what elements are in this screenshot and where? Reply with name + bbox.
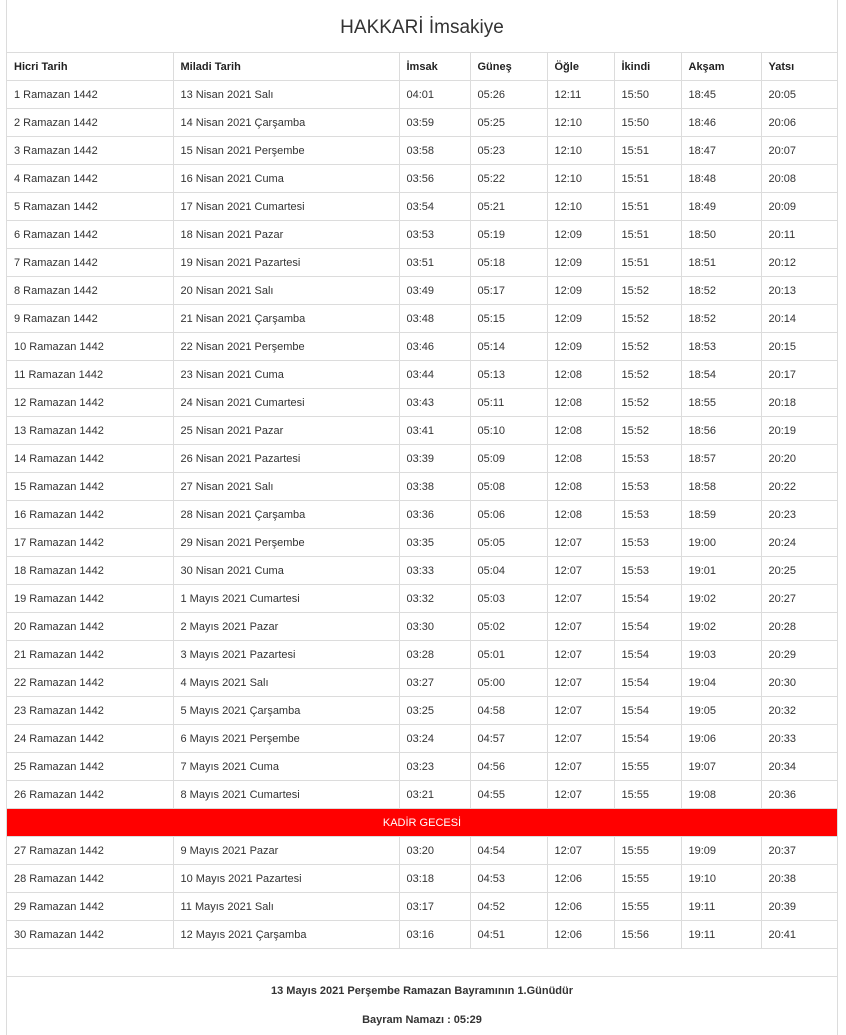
table-cell: 04:54 [470, 837, 547, 865]
table-row [7, 389, 837, 417]
table-cell: 05:23 [470, 137, 547, 165]
table-cell: 15:51 [614, 221, 681, 249]
table-cell: 05:03 [470, 585, 547, 613]
table-cell: 03:20 [399, 837, 470, 865]
table-cell: 15:55 [614, 865, 681, 893]
table-cell: 20:09 [761, 193, 837, 221]
table-cell: 20:25 [761, 557, 837, 585]
table-cell: 03:28 [399, 641, 470, 669]
table-cell: 5 Mayıs 2021 Çarşamba [173, 697, 399, 725]
table-cell: 30 Nisan 2021 Cuma [173, 557, 399, 585]
table-cell: 15:51 [614, 165, 681, 193]
table-cell: 20:15 [761, 333, 837, 361]
table-cell: 10 Mayıs 2021 Pazartesi [173, 865, 399, 893]
column-header-aksam: Akşam [681, 53, 761, 81]
table-cell: 20:27 [761, 585, 837, 613]
table-cell: 12:10 [547, 137, 614, 165]
table-cell: 12:07 [547, 641, 614, 669]
table-cell: 03:25 [399, 697, 470, 725]
table-cell: 03:51 [399, 249, 470, 277]
table-cell: 03:59 [399, 109, 470, 137]
table-cell: 05:26 [470, 81, 547, 109]
table-cell: 15:53 [614, 501, 681, 529]
table-cell: 12:07 [547, 585, 614, 613]
table-cell: 04:52 [470, 893, 547, 921]
table-cell: 03:27 [399, 669, 470, 697]
table-cell: 05:09 [470, 445, 547, 473]
table-cell: 15:51 [614, 137, 681, 165]
table-cell: 12:10 [547, 193, 614, 221]
table-cell: 27 Nisan 2021 Salı [173, 473, 399, 501]
table-row [7, 305, 837, 333]
table-cell: 03:56 [399, 165, 470, 193]
table-cell: 18:56 [681, 417, 761, 445]
table-cell: 20:24 [761, 529, 837, 557]
table-cell: 03:18 [399, 865, 470, 893]
table-cell: 03:33 [399, 557, 470, 585]
table-cell: 19:08 [681, 781, 761, 809]
table-cell: 03:35 [399, 529, 470, 557]
table-cell: 15:55 [614, 753, 681, 781]
table-cell: 23 Nisan 2021 Cuma [173, 361, 399, 389]
table-cell: 15:55 [614, 893, 681, 921]
table-cell: 12:06 [547, 921, 614, 949]
table-cell: 20:37 [761, 837, 837, 865]
table-cell: 20:29 [761, 641, 837, 669]
table-cell: 15 Ramazan 1442 [7, 473, 173, 501]
table-cell: 2 Mayıs 2021 Pazar [173, 613, 399, 641]
table-cell: 03:39 [399, 445, 470, 473]
table-cell: 05:06 [470, 501, 547, 529]
table-cell: 12:08 [547, 417, 614, 445]
table-cell: 19 Ramazan 1442 [7, 585, 173, 613]
table-row [7, 165, 837, 193]
table-header-row [7, 53, 837, 81]
table-cell: 12:09 [547, 305, 614, 333]
table-cell: 15:52 [614, 389, 681, 417]
table-cell: 15:55 [614, 837, 681, 865]
table-cell: 15:51 [614, 249, 681, 277]
table-cell: 03:43 [399, 389, 470, 417]
table-cell: 4 Ramazan 1442 [7, 165, 173, 193]
table-cell: 20:36 [761, 781, 837, 809]
table-cell: 15:54 [614, 697, 681, 725]
table-row [7, 277, 837, 305]
table-cell: 15:54 [614, 669, 681, 697]
table-cell: 03:53 [399, 221, 470, 249]
table-row [7, 893, 837, 921]
table-cell: 18 Ramazan 1442 [7, 557, 173, 585]
table-cell: 15:52 [614, 361, 681, 389]
table-cell: 18:47 [681, 137, 761, 165]
table-cell: 19 Nisan 2021 Pazartesi [173, 249, 399, 277]
table-cell: 05:11 [470, 389, 547, 417]
table-row [7, 333, 837, 361]
table-cell: 18:49 [681, 193, 761, 221]
table-cell: 20:28 [761, 613, 837, 641]
column-header-miladi: Miladi Tarih [173, 53, 399, 81]
table-cell: 18:54 [681, 361, 761, 389]
table-cell: 20:17 [761, 361, 837, 389]
table-cell: 04:01 [399, 81, 470, 109]
table-row [7, 137, 837, 165]
table-cell: 12:09 [547, 221, 614, 249]
table-cell: 20:12 [761, 249, 837, 277]
table-cell: 20:32 [761, 697, 837, 725]
table-cell: 27 Ramazan 1442 [7, 837, 173, 865]
table-cell: 05:15 [470, 305, 547, 333]
column-header-ogle: Öğle [547, 53, 614, 81]
table-cell: 8 Ramazan 1442 [7, 277, 173, 305]
table-row [7, 753, 837, 781]
table-row [7, 81, 837, 109]
table-cell: 7 Mayıs 2021 Cuma [173, 753, 399, 781]
table-cell: 03:21 [399, 781, 470, 809]
table-cell: 12:11 [547, 81, 614, 109]
table-cell: 2 Ramazan 1442 [7, 109, 173, 137]
table-cell: 05:18 [470, 249, 547, 277]
table-cell: 12:07 [547, 781, 614, 809]
table-cell: 19:05 [681, 697, 761, 725]
table-cell: 18:59 [681, 501, 761, 529]
table-cell: 7 Ramazan 1442 [7, 249, 173, 277]
table-row [7, 221, 837, 249]
table-cell: 19:03 [681, 641, 761, 669]
table-cell: 19:11 [681, 921, 761, 949]
table-cell: 04:53 [470, 865, 547, 893]
table-cell: 20:19 [761, 417, 837, 445]
table-cell: 19:07 [681, 753, 761, 781]
table-cell: 05:19 [470, 221, 547, 249]
table-cell: 1 Mayıs 2021 Cumartesi [173, 585, 399, 613]
table-cell: 03:17 [399, 893, 470, 921]
table-cell: 19:04 [681, 669, 761, 697]
table-cell: 03:46 [399, 333, 470, 361]
table-cell: 04:58 [470, 697, 547, 725]
table-cell: 12:06 [547, 893, 614, 921]
table-cell: 20:13 [761, 277, 837, 305]
table-cell: 29 Nisan 2021 Perşembe [173, 529, 399, 557]
imsakiye-container [6, 0, 838, 1035]
table-cell: 12:07 [547, 557, 614, 585]
table-cell: 03:48 [399, 305, 470, 333]
table-cell: 05:08 [470, 473, 547, 501]
column-header-yatsi: Yatsı [761, 53, 837, 81]
table-cell: 20 Ramazan 1442 [7, 613, 173, 641]
column-header-gunes: Güneş [470, 53, 547, 81]
table-cell: 12:07 [547, 753, 614, 781]
table-cell: 22 Nisan 2021 Perşembe [173, 333, 399, 361]
table-cell: 29 Ramazan 1442 [7, 893, 173, 921]
table-row [7, 585, 837, 613]
table-cell: 20 Nisan 2021 Salı [173, 277, 399, 305]
bayram-namazi-time: Bayram Namazı : 05:29 [362, 1014, 482, 1026]
table-cell: 15:56 [614, 921, 681, 949]
table-row [7, 249, 837, 277]
table-cell: 17 Ramazan 1442 [7, 529, 173, 557]
table-row [7, 529, 837, 557]
table-cell: 20:06 [761, 109, 837, 137]
table-cell: 20:07 [761, 137, 837, 165]
table-cell: 18:48 [681, 165, 761, 193]
table-cell: 20:39 [761, 893, 837, 921]
column-header-imsak: İmsak [399, 53, 470, 81]
table-cell: 18:55 [681, 389, 761, 417]
table-cell: 04:56 [470, 753, 547, 781]
table-cell: 19:06 [681, 725, 761, 753]
table-cell: 19:11 [681, 893, 761, 921]
table-cell: 20:20 [761, 445, 837, 473]
table-cell: 12:10 [547, 109, 614, 137]
table-cell: 10 Ramazan 1442 [7, 333, 173, 361]
table-row [7, 697, 837, 725]
table-cell: 03:32 [399, 585, 470, 613]
table-cell: 4 Mayıs 2021 Salı [173, 669, 399, 697]
table-cell: 25 Nisan 2021 Pazar [173, 417, 399, 445]
table-cell: 15:50 [614, 109, 681, 137]
table-cell: 15:53 [614, 473, 681, 501]
table-cell: 3 Mayıs 2021 Pazartesi [173, 641, 399, 669]
table-cell: 12:09 [547, 277, 614, 305]
table-cell: 12:07 [547, 725, 614, 753]
table-cell: 19:00 [681, 529, 761, 557]
imsakiye-table [7, 53, 837, 949]
table-row [7, 361, 837, 389]
table-cell: 03:30 [399, 613, 470, 641]
table-cell: 6 Ramazan 1442 [7, 221, 173, 249]
bayram-info: 13 Mayıs 2021 Perşembe Ramazan Bayramının 1.Günüdür [270, 985, 574, 997]
table-cell: 15:55 [614, 781, 681, 809]
table-cell: 18:52 [681, 277, 761, 305]
table-cell: 14 Ramazan 1442 [7, 445, 173, 473]
table-cell: 12:09 [547, 249, 614, 277]
table-cell: 18:53 [681, 333, 761, 361]
table-cell: 15 Nisan 2021 Perşembe [173, 137, 399, 165]
spacer-row [7, 949, 837, 977]
table-cell: 19:02 [681, 613, 761, 641]
table-cell: 13 Ramazan 1442 [7, 417, 173, 445]
table-cell: 30 Ramazan 1442 [7, 921, 173, 949]
table-cell: 25 Ramazan 1442 [7, 753, 173, 781]
table-cell: 20:38 [761, 865, 837, 893]
table-cell: 20:23 [761, 501, 837, 529]
table-cell: 03:36 [399, 501, 470, 529]
table-cell: 20:08 [761, 165, 837, 193]
table-cell: 12:08 [547, 361, 614, 389]
table-cell: 20:22 [761, 473, 837, 501]
table-cell: 18:51 [681, 249, 761, 277]
table-cell: 16 Nisan 2021 Cuma [173, 165, 399, 193]
table-cell: 20:05 [761, 81, 837, 109]
table-cell: 1 Ramazan 1442 [7, 81, 173, 109]
table-row [7, 837, 837, 865]
table-cell: 18:45 [681, 81, 761, 109]
table-cell: 15:54 [614, 613, 681, 641]
column-header-ikindi: İkindi [614, 53, 681, 81]
table-cell: 04:51 [470, 921, 547, 949]
table-cell: 16 Ramazan 1442 [7, 501, 173, 529]
table-cell: 15:54 [614, 585, 681, 613]
table-row [7, 473, 837, 501]
table-cell: 12:08 [547, 389, 614, 417]
table-cell: 21 Ramazan 1442 [7, 641, 173, 669]
page-title: HAKKARİ İmsakiye [7, 0, 837, 53]
table-cell: 5 Ramazan 1442 [7, 193, 173, 221]
table-cell: 23 Ramazan 1442 [7, 697, 173, 725]
table-cell: 12:07 [547, 697, 614, 725]
table-cell: 24 Nisan 2021 Cumartesi [173, 389, 399, 417]
table-cell: 05:10 [470, 417, 547, 445]
column-header-hicri: Hicri Tarih [7, 53, 173, 81]
table-row [7, 193, 837, 221]
table-cell: 18:46 [681, 109, 761, 137]
table-row [7, 865, 837, 893]
table-cell: 03:44 [399, 361, 470, 389]
table-cell: 05:02 [470, 613, 547, 641]
table-cell: 15:52 [614, 305, 681, 333]
table-cell: 03:38 [399, 473, 470, 501]
table-cell: 11 Mayıs 2021 Salı [173, 893, 399, 921]
table-cell: 15:52 [614, 333, 681, 361]
table-cell: 12:08 [547, 445, 614, 473]
table-cell: 15:52 [614, 417, 681, 445]
table-row [7, 417, 837, 445]
table-cell: 13 Nisan 2021 Salı [173, 81, 399, 109]
table-cell: 18:58 [681, 473, 761, 501]
table-cell: 24 Ramazan 1442 [7, 725, 173, 753]
table-cell: 11 Ramazan 1442 [7, 361, 173, 389]
table-cell: 05:22 [470, 165, 547, 193]
table-cell: 03:23 [399, 753, 470, 781]
table-row [7, 781, 837, 809]
table-cell: 3 Ramazan 1442 [7, 137, 173, 165]
table-cell: 20:18 [761, 389, 837, 417]
table-cell: 15:52 [614, 277, 681, 305]
table-cell: 18 Nisan 2021 Pazar [173, 221, 399, 249]
table-cell: 05:01 [470, 641, 547, 669]
table-cell: 20:34 [761, 753, 837, 781]
table-row [7, 557, 837, 585]
table-cell: 12:10 [547, 165, 614, 193]
table-cell: 12:08 [547, 501, 614, 529]
table-cell: 15:53 [614, 529, 681, 557]
table-cell: 03:24 [399, 725, 470, 753]
table-cell: 04:55 [470, 781, 547, 809]
table-row [7, 669, 837, 697]
kadir-gecesi-label: KADİR GECESİ [7, 809, 837, 837]
table-cell: 19:02 [681, 585, 761, 613]
table-cell: 05:05 [470, 529, 547, 557]
table-cell: 9 Mayıs 2021 Pazar [173, 837, 399, 865]
table-cell: 20:33 [761, 725, 837, 753]
table-cell: 05:25 [470, 109, 547, 137]
table-cell: 28 Ramazan 1442 [7, 865, 173, 893]
table-cell: 03:16 [399, 921, 470, 949]
table-cell: 12 Mayıs 2021 Çarşamba [173, 921, 399, 949]
table-cell: 18:52 [681, 305, 761, 333]
table-cell: 15:54 [614, 725, 681, 753]
table-cell: 20:30 [761, 669, 837, 697]
table-cell: 22 Ramazan 1442 [7, 669, 173, 697]
table-cell: 03:54 [399, 193, 470, 221]
table-cell: 28 Nisan 2021 Çarşamba [173, 501, 399, 529]
table-cell: 21 Nisan 2021 Çarşamba [173, 305, 399, 333]
table-cell: 12:06 [547, 865, 614, 893]
table-cell: 03:49 [399, 277, 470, 305]
table-cell: 15:51 [614, 193, 681, 221]
table-row [7, 921, 837, 949]
table-cell: 03:58 [399, 137, 470, 165]
table-cell: 17 Nisan 2021 Cumartesi [173, 193, 399, 221]
table-cell: 26 Nisan 2021 Pazartesi [173, 445, 399, 473]
table-cell: 05:17 [470, 277, 547, 305]
table-cell: 12:09 [547, 333, 614, 361]
table-row [7, 613, 837, 641]
table-row [7, 725, 837, 753]
table-row [7, 445, 837, 473]
table-cell: 15:53 [614, 445, 681, 473]
table-cell: 15:53 [614, 557, 681, 585]
table-row [7, 501, 837, 529]
table-cell: 12:07 [547, 613, 614, 641]
table-cell: 19:01 [681, 557, 761, 585]
table-cell: 12:07 [547, 529, 614, 557]
table-cell: 6 Mayıs 2021 Perşembe [173, 725, 399, 753]
table-cell: 12:08 [547, 473, 614, 501]
table-cell: 12:07 [547, 837, 614, 865]
table-cell: 12 Ramazan 1442 [7, 389, 173, 417]
table-cell: 04:57 [470, 725, 547, 753]
table-cell: 03:41 [399, 417, 470, 445]
table-row [7, 109, 837, 137]
table-row [7, 641, 837, 669]
table-cell: 19:09 [681, 837, 761, 865]
table-cell: 8 Mayıs 2021 Cumartesi [173, 781, 399, 809]
table-cell: 9 Ramazan 1442 [7, 305, 173, 333]
table-cell: 18:50 [681, 221, 761, 249]
table-cell: 05:21 [470, 193, 547, 221]
table-cell: 15:50 [614, 81, 681, 109]
table-cell: 20:11 [761, 221, 837, 249]
table-cell: 05:04 [470, 557, 547, 585]
table-cell: 18:57 [681, 445, 761, 473]
table-cell: 19:10 [681, 865, 761, 893]
table-cell: 05:00 [470, 669, 547, 697]
kadir-gecesi-row [7, 809, 837, 837]
table-cell: 20:14 [761, 305, 837, 333]
table-cell: 05:14 [470, 333, 547, 361]
table-cell: 14 Nisan 2021 Çarşamba [173, 109, 399, 137]
table-cell: 05:13 [470, 361, 547, 389]
table-cell: 20:41 [761, 921, 837, 949]
table-cell: 15:54 [614, 641, 681, 669]
table-cell: 26 Ramazan 1442 [7, 781, 173, 809]
table-cell: 12:07 [547, 669, 614, 697]
